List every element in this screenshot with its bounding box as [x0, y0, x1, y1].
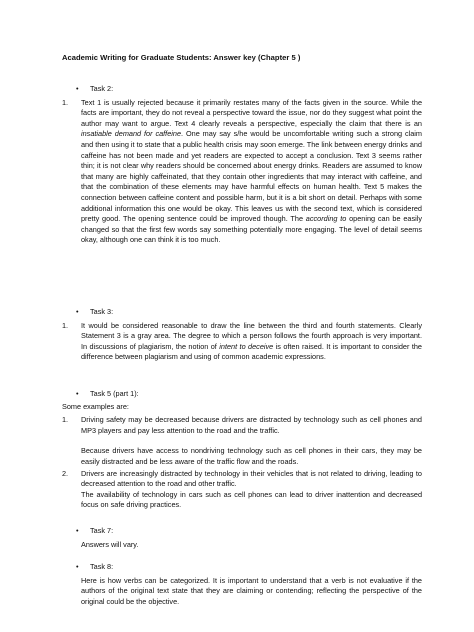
task7-answer: Answers will vary.	[81, 539, 139, 549]
task3-answer-text: It would be considered reasonable to draw the line between the third and fourth statements. Clearly Statement 3 is a gray area. The degree to which a person follows the fourth approach is very important. In discussions of plagiarism, the notion of intent to deceive is often raised. It is important to consider the difference between plagiarism and using of common academic expressions.	[81, 320, 422, 362]
task7-heading	[62, 526, 422, 537]
bullet-icon: •	[76, 562, 79, 571]
task8-heading	[62, 562, 422, 573]
task8-label: Task 8:	[90, 562, 114, 571]
item-number: 2.	[62, 468, 69, 478]
bullet-icon: •	[76, 526, 79, 535]
task5-intro: Some examples are:	[62, 401, 129, 411]
task2-section	[62, 84, 422, 246]
task2-heading	[62, 84, 422, 95]
task7-section	[62, 526, 422, 550]
task5-item-1	[62, 415, 422, 436]
task2-item-1	[62, 98, 422, 246]
item-number: 1.	[62, 415, 69, 425]
task5-label: Task 5 (part 1):	[90, 389, 139, 398]
item-number: 1.	[62, 97, 69, 107]
task5-example-1-paraphrase: Because drivers have access to nondriving technology such as cell phones in their cars, they may be easily distracted and be less aware of the traffic flow and the roads.	[81, 446, 422, 466]
task5-example-2-paraphrase: The availability of technology in cars such as cell phones can lead to driver inattention and decreased focus on safe driving practices.	[81, 489, 422, 510]
task8-answer: Here is how verbs can be categorized. It is important to understand that a verb is not evaluative if the authors of the original text state that they are claiming or contending; reflecting the perspective of the original could be the objective.	[81, 575, 422, 606]
task2-answer-text: Text 1 is usually rejected because it primarily restates many of the facts given in the source. While the facts are important, they do not reveal a perspective toward the issue, nor do they suggest what point the author may want to argue. Text 4 clearly reveals a perspective, especially the claim that there is an insatiable demand for caffeine. One may say s/he would be uncomfortable writing such a strong claim and then using it to state that a public health crisis may soon emerge. The link between energy drinks and caffeine has not been made and yet readers are expected to accept a conclusion. Text 3 seems rather thin; it is not clear why readers should be concerned about energy drinks. Readers are assumed to know that many are highly caffeinated, that they contain other ingredients that may interact with caffeine, and that the combination of these elements may have harmful effects on human health. Text 5 makes the connection between caffeine content and possible harm, but it is a bit short on detail. Perhaps with some additional information this one would be okay. This leaves us with the second text, which is considered pretty good. The opening sentence could be improved though. The according to opening can be easily changed so that the first few words say something potentially more engaging. The level of detail seems okay, although one can think it is too much.	[81, 97, 422, 245]
bullet-icon: •	[76, 389, 79, 398]
bullet-icon: •	[76, 84, 79, 93]
item-number: 1.	[62, 320, 69, 330]
task5-example-1: Driving safety may be decreased because drivers are distracted by technology such as cell phones and MP3 players and pay less attention to the road and the traffic.	[81, 415, 422, 435]
task5-example-2: Drivers are increasingly distracted by technology in their vehicles that is not related to driving, leading to decreased attention to the road and other traffic.	[81, 468, 422, 489]
task5-heading	[62, 389, 422, 400]
task5-item-2	[62, 469, 422, 490]
task2-label: Task 2:	[90, 84, 114, 93]
task5-section	[62, 389, 422, 511]
task7-label: Task 7:	[90, 526, 114, 535]
document-title: Academic Writing for Graduate Students: Answer key (Chapter 5 )	[62, 53, 301, 62]
task8-section	[62, 562, 422, 607]
task3-heading	[62, 307, 422, 318]
bullet-icon: •	[76, 307, 79, 316]
task3-label: Task 3:	[90, 307, 114, 316]
task3-item-1	[62, 321, 422, 363]
task3-section	[62, 307, 422, 363]
